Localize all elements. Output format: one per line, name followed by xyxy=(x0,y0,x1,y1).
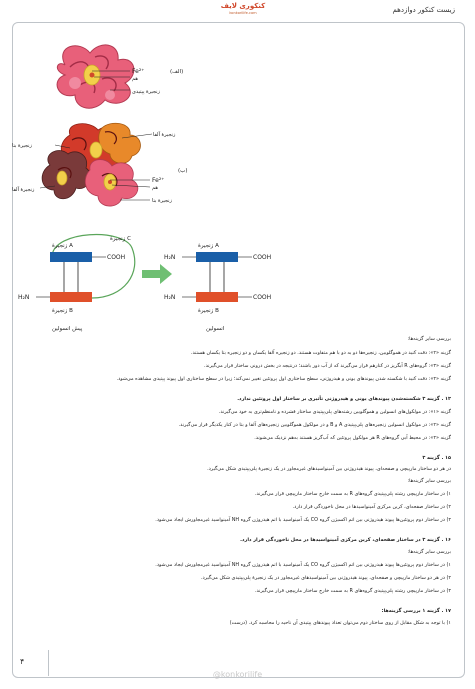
heme-group-b1 xyxy=(90,142,102,158)
label-h2n-right-bottom: H₂N xyxy=(164,294,176,301)
text-line: در هر دو ساختار مارپیچی و صفحه‌ای، پیوند هیدروژنی بین آمینواسیدهای غیرمجاور در یک زنجیرهٔ پلی‌پپتیدی شکل می‌گیرد. xyxy=(207,466,451,472)
logo-name: کنکوری لایف xyxy=(220,2,266,10)
logo-url: konkorilife.com xyxy=(229,11,257,15)
text-line: گزینه «۴»: دقت کنید با شکسته شدن پیوندهای یونی و هیدروژنی، سطح ساختاری اول پروتئین تغییر نمی‌کند؛ زیرا در سطح ساختاری اول پیوند پپتیدی مشاهده می‌شود. xyxy=(116,376,451,382)
figure-c-insulin xyxy=(14,228,314,338)
answer-heading: ۱۴ . گزینه ۳ شکسته‌شدن پیوندهای یونی و هیدروژنی تأثیری بر ساختار اول پروتئین ندارد. xyxy=(237,396,451,402)
label-chain-a-left: زنجیرهٔ A xyxy=(52,243,73,249)
protein-subunits-b xyxy=(42,123,140,206)
watermark: @konkorilife xyxy=(212,670,263,679)
text-line: گزینه «۳»: گروه‌های R آبگریز در کنارهم قرار می‌گیرند که از آب دور باشند؛ درنتیجه در بخش درونی ساختار قرار می‌گیرند. xyxy=(204,363,451,369)
label-cooh-right-bottom: COOH xyxy=(253,294,272,301)
label-h2n-right-top: H₂N xyxy=(164,254,176,261)
chain-a-bar-right xyxy=(196,252,238,262)
caption-proinsulin: پیش انسولین xyxy=(52,326,83,332)
text-line: ۴) در ساختار مارپیچی رشته پلی‌پپتیدی گروه‌های R به سمت خارج ساختار مارپیچی قرار می‌گیرند. xyxy=(254,588,451,594)
figure-a-tag: (الف) xyxy=(170,69,184,75)
label-chain-a: زنجیرهٔ پپتیدی xyxy=(132,89,160,95)
label-fe-a: Fe²⁺ xyxy=(132,68,145,75)
answer-heading: ۱۷ . گزینه ۱ بررسی گزینه‌ها: xyxy=(381,608,451,614)
chain-b-bar-right xyxy=(196,292,238,302)
label-chain-a-right: زنجیرهٔ A xyxy=(198,243,219,249)
text-line: گزینه «۲»: دقت کنید در هموگلوبین، زنجیره‌ها دو به دو با هم متفاوت هستند. دو زنجیره آلفا یکسان و دو زنجیره بتا یکسان هستند. xyxy=(190,350,451,356)
figure-a-protein xyxy=(40,35,240,115)
page-number: ۴ xyxy=(20,657,25,666)
figure-b-protein xyxy=(10,120,230,215)
label-fe-b: Fe²⁺ xyxy=(152,177,165,184)
chain-b-bar-left xyxy=(50,292,92,302)
text-line: گزینه «۱»: در مولکول‌های انسولین و هموگلوبین رشته‌های پلی‌پپتیدی ساختار فشرده و نامنظم‌تری به خود می‌گیرند. xyxy=(218,409,451,415)
text-line: ۱) در ساختار دوم پروتئین‌ها پیوند هیدروژنی بین اتم اکسیژن گروه CO یک آمینواسید با اتم هیدروژن گروه NH آمینواسید غیرمجاورش ایجاد می‌شود. xyxy=(155,562,451,568)
page-header-title: زیست کنکور دوازدهم xyxy=(392,6,455,14)
label-beta-right-b: زنجیرهٔ بتا xyxy=(152,198,172,204)
label-chain-b-left: زنجیرهٔ B xyxy=(52,308,73,314)
heme-group-b3 xyxy=(57,171,67,185)
label-cooh-right-top: COOH xyxy=(253,254,272,261)
text-line: ۱) با توجه به شکل مقابل از روی ساختار دوم می‌توان تعداد پیوندهای پپتیدی آن ناحیه را محاسبه کرد. (درست) xyxy=(229,620,451,626)
text-line: گزینه «۲»: در مولکول انسولین زنجیره‌های پلی‌پپتیدی A و B و در مولکول هموگلوبین زنجیره‌های آلفا و بتا در کنار یکدیگر قرار می‌گیرند. xyxy=(178,422,451,428)
label-heme-a: هم xyxy=(132,76,138,82)
label-cooh-left: COOH xyxy=(107,254,126,261)
answer-heading: ۱۵ . گزینه ۳ xyxy=(422,455,451,461)
label-alpha-bottom-b: زنجیرهٔ آلفا xyxy=(12,187,35,193)
figure-b-tag: (ب) xyxy=(178,168,188,174)
brand-logo xyxy=(212,2,274,18)
text-line: گزینه «۴»: در محیط آبی گروه‌های R هر مولکول پروتئین که آب‌گریز هستند به‌هم نزدیک می‌شوند. xyxy=(254,435,451,441)
text-line: بررسی سایر گزینه‌ها: xyxy=(407,549,451,555)
label-heme-b: هم xyxy=(152,185,158,191)
transform-arrow xyxy=(142,264,172,284)
text-line: ۱) در ساختار مارپیچی رشته پلی‌پپتیدی گروه‌های R به سمت خارج ساختار مارپیچی قرار می‌گیرند. xyxy=(254,491,451,497)
text-line: ۲) در هر دو ساختار مارپیچی و صفحه‌ای، پیوند هیدروژنی بین آمینواسیدهای غیرمجاور در یک زنجیرهٔ پلی‌پپتیدی شکل می‌گیرد. xyxy=(200,575,451,581)
label-chain-c: زنجیرهٔ C xyxy=(110,236,131,242)
label-alpha-top-b: زنجیرهٔ آلفا xyxy=(153,132,176,138)
text-line: بررسی سایر گزینه‌ها: xyxy=(407,478,451,484)
text-line: بررسی سایر گزینه‌ها: xyxy=(407,336,451,342)
text-line: ۲) در ساختار صفحه‌ای، کربن مرکزی آمینواسیدها در محل ناخوردگی قرار دارد. xyxy=(292,504,451,510)
text-line: ۴) در ساختار دوم پروتئین‌ها پیوند هیدروژنی بین اتم اکسیژن گروه CO یک آمینواسید با اتم هیدروژن گروه NH آمینواسید غیرمجاورش ایجاد می‌شود. xyxy=(155,517,451,523)
answer-heading: ۱۶ . گزینه ۳ در ساختار صفحه‌ای، کربن مرکزی آمینواسیدها در محل ناخوردگی قرار دارد. xyxy=(240,537,451,543)
caption-insulin: انسولین xyxy=(206,326,225,332)
chain-a-bar-left xyxy=(50,252,92,262)
label-h2n-left: H₂N xyxy=(18,294,30,301)
label-chain-b-right: زنجیرهٔ B xyxy=(198,308,219,314)
label-beta-left-b: زنجیرهٔ بتا xyxy=(12,143,32,149)
